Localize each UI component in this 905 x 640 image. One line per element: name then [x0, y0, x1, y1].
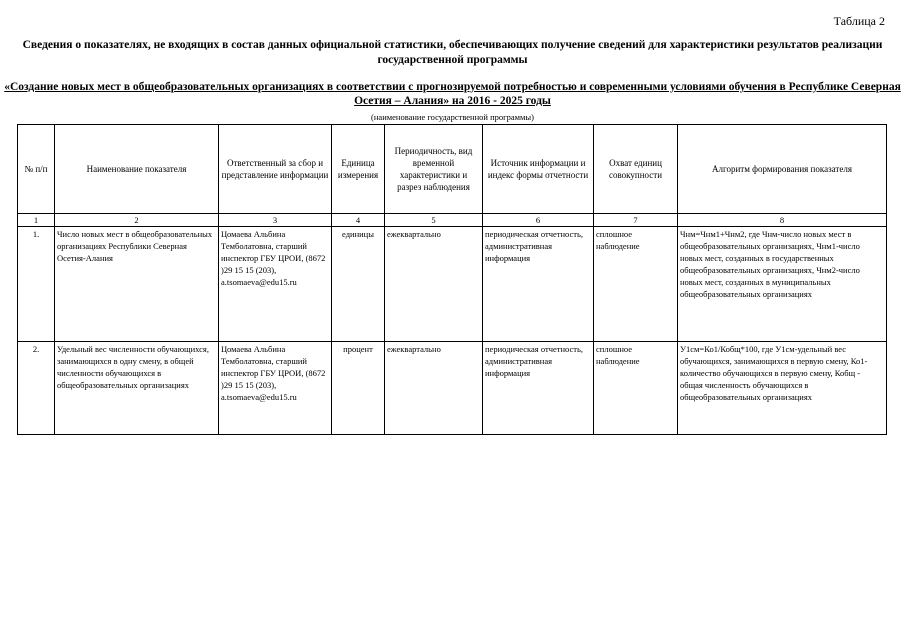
table-label: Таблица 2 — [833, 14, 885, 28]
column-numbers-row — [18, 214, 887, 227]
algorithm: У1см=Ко1/Кобщ*100, где У1см-удельный вес обучающихся, занимающихся в первую смену, Ко1-количество обучающихся в первую смену, Кобщ - общая численность обучающихся в общеобразовательных организациях — [678, 342, 887, 435]
coverage: сплошное наблюдение — [594, 227, 678, 342]
table-row — [18, 342, 887, 435]
header-row — [18, 125, 887, 214]
row-number: 1. — [18, 227, 55, 342]
table-row — [18, 227, 887, 342]
row-number: 2. — [18, 342, 55, 435]
col-number: 1 — [18, 214, 55, 227]
source: периодическая отчетность, административная информация — [483, 227, 594, 342]
indicator-name: Удельный вес численности обучающихся, занимающихся в одну смену, в общей численности обучающихся в общеобразовательных организациях — [55, 342, 219, 435]
program-name: «Создание новых мест в общеобразовательных организациях в соответствии с прогнозируемой потребностью и современными условиями обучения в Республике Северная Осетия – Алания» на 2016 - 2025 годы — [4, 81, 901, 107]
coverage: сплошное наблюдение — [594, 342, 678, 435]
col-header-algorithm: Алгоритм формирования показателя — [678, 125, 887, 214]
col-number: 8 — [678, 214, 887, 227]
col-header-unit: Единица измерения — [332, 125, 385, 214]
col-number: 2 — [55, 214, 219, 227]
col-number: 7 — [594, 214, 678, 227]
responsible-person: Цомаева Альбина Темболатовна, старший инспектор ГБУ ЦРОИ, (8672 )29 15 15 (203), a.tsomaeva@edu15.ru — [219, 227, 332, 342]
col-number: 3 — [219, 214, 332, 227]
col-header-coverage: Охват единиц совокупности — [594, 125, 678, 214]
unit: единицы — [332, 227, 385, 342]
source: периодическая отчетность, административная информация — [483, 342, 594, 435]
periodicity: ежеквартально — [385, 342, 483, 435]
program-caption: (наименование государственной программы) — [371, 112, 534, 122]
periodicity: ежеквартально — [385, 227, 483, 342]
indicator-name: Число новых мест в общеобразовательных организациях Республики Северная Осетия-Алания — [55, 227, 219, 342]
col-header-source: Источник информации и индекс формы отчетности — [483, 125, 594, 214]
col-number: 5 — [385, 214, 483, 227]
col-header-periodicity: Периодичность, вид временной характеристики и разрез наблюдения — [385, 125, 483, 214]
responsible-person: Цомаева Альбина Темболатовна, старший инспектор ГБУ ЦРОИ, (8672 )29 15 15 (203), a.tsomaeva@edu15.ru — [219, 342, 332, 435]
col-number: 6 — [483, 214, 594, 227]
algorithm: Чнм=Чнм1+Чнм2, где Чнм-число новых мест в общеобразовательных организациях, Чнм1-число новых мест, созданных в государственных общеобразовательных организациях, Чнм2-число новых мест, созданных в муниципальных общеобразовательных организациях — [678, 227, 887, 342]
document-heading: Сведения о показателях, не входящих в состав данных официальной статистики, обеспечивающих получение сведений для характеристики результатов реализации государственной программы — [22, 39, 883, 66]
col-header-number: № п/п — [18, 125, 55, 214]
col-header-name: Наименование показателя — [55, 125, 219, 214]
indicators-table — [17, 124, 887, 435]
unit: процент — [332, 342, 385, 435]
col-header-responsible: Ответственный за сбор и представление информации — [219, 125, 332, 214]
col-number: 4 — [332, 214, 385, 227]
